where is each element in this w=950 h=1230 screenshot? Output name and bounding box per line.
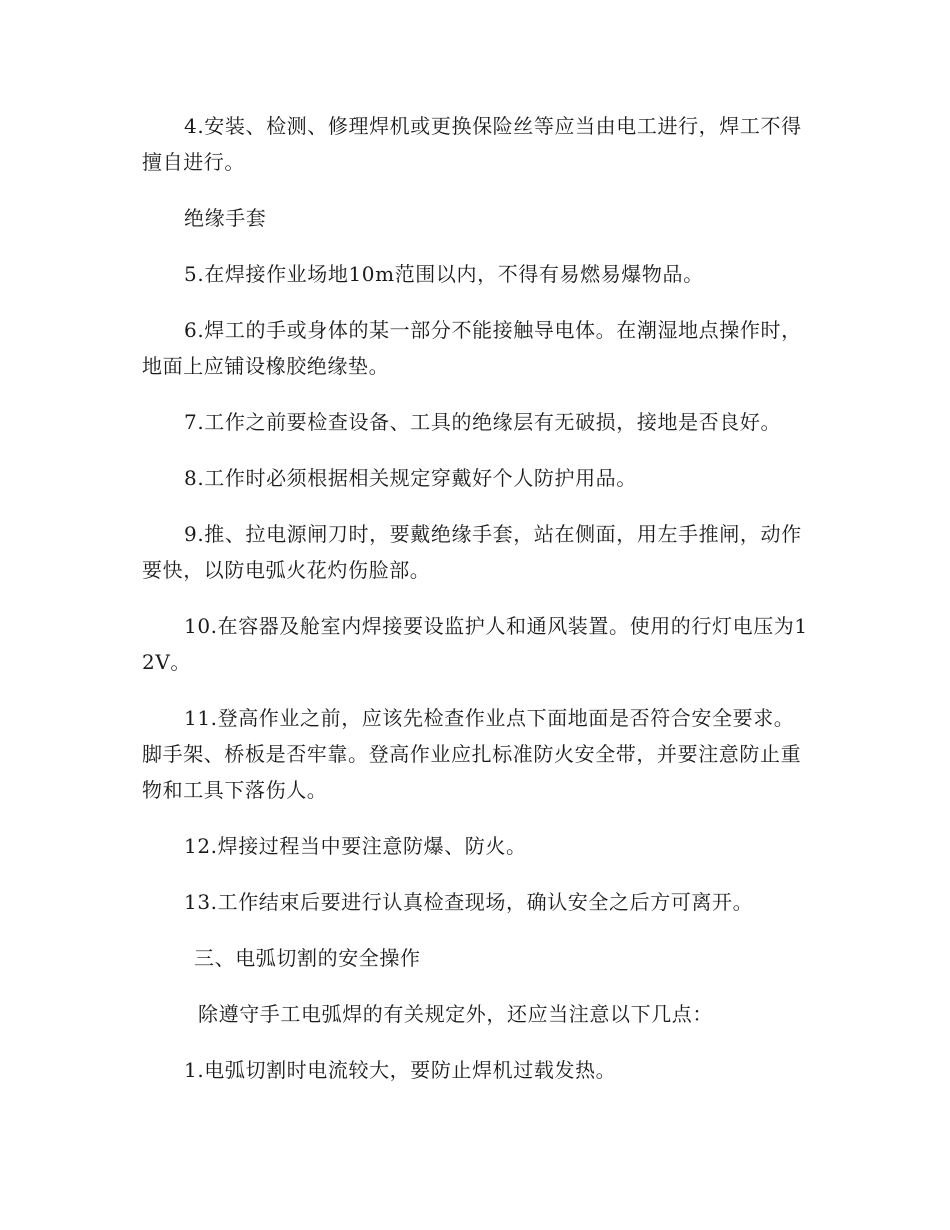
paragraph-item-11: 11.登高作业之前，应该先检查作业点下面地面是否符合安全要求。脚手架、桥板是否牢靠。登高作业应扎标准防火安全带，并要注意防止重物和工具下落伤人。: [142, 706, 802, 802]
paragraph-arc-item-1: 1.电弧切割时电流较大，要防止焊机过载发热。: [184, 1058, 617, 1082]
paragraph-item-9: 9.推、拉电源闸刀时，要戴绝缘手套，站在侧面，用左手推闸，动作要快，以防电弧火花灼伤脸部。: [142, 522, 802, 582]
document-body: [142, 108, 810, 1108]
paragraph-item-12: 12.焊接过程当中要注意防爆、防火。: [184, 834, 527, 858]
section-heading-arc-cutting: 三、电弧切割的安全操作: [194, 946, 421, 970]
paragraph-item-6: 6.焊工的手或身体的某一部分不能接触导电体。在潮湿地点操作时，地面上应铺设橡胶绝缘垫。: [142, 318, 802, 378]
paragraph-item-5: 5.在焊接作业场地10m范围以内，不得有易燃易爆物品。: [184, 262, 704, 286]
section-intro: 除遵守手工电弧焊的有关规定外，还应当注意以下几点：: [198, 1002, 713, 1026]
paragraph-item-10: 10.在容器及舱室内焊接要设监护人和通风装置。使用的行灯电压为12V。: [142, 614, 808, 674]
paragraph-item-8: 8.工作时必须根据相关规定穿戴好个人防护用品。: [184, 466, 637, 490]
paragraph-item-7: 7.工作之前要检查设备、工具的绝缘层有无破损，接地是否良好。: [184, 410, 782, 434]
paragraph-item-13: 13.工作结束后要进行认真检查现场，确认安全之后方可离开。: [184, 890, 754, 914]
paragraph-item-4: 4.安装、检测、修理焊机或更换保险丝等应当由电工进行，焊工不得擅自进行。: [142, 114, 802, 174]
paragraph-insulated-gloves: 绝缘手套: [184, 206, 267, 230]
